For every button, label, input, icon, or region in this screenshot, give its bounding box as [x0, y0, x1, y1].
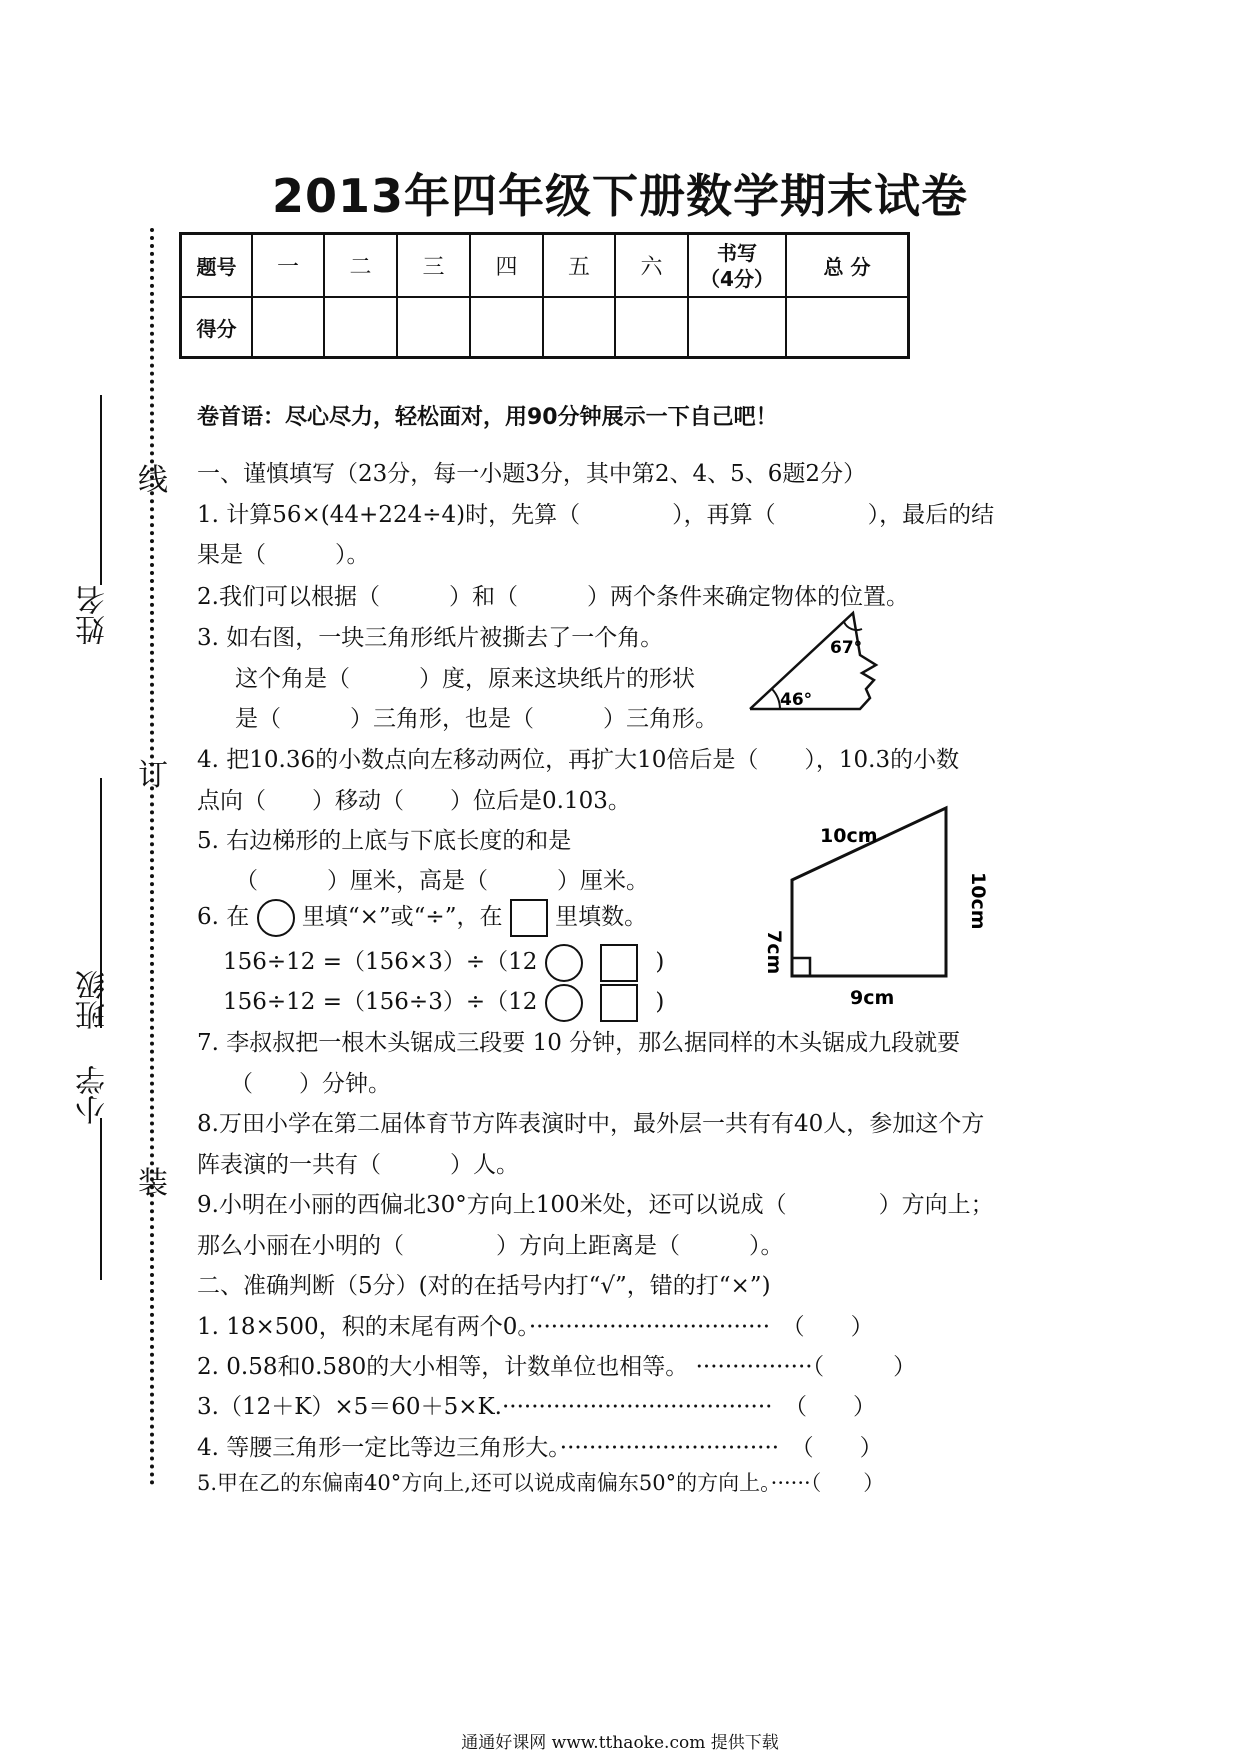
score-cell-total[interactable]: [786, 297, 909, 358]
col-writing-label: 书写: [717, 240, 757, 265]
binding-char-staple: 订: [138, 758, 168, 793]
torn-triangle-figure: [740, 605, 910, 720]
q6-equation1-close: ): [655, 949, 665, 975]
trapezoid-top-label: 10cm: [820, 825, 878, 847]
col-writing: [688, 234, 786, 298]
score-table: [179, 232, 910, 359]
school-underline: [100, 1118, 102, 1280]
q9-line1: 9.小明在小丽的西偏北30°方向上100米处，还可以说成（ ）方向上；: [197, 1192, 994, 1218]
q3-line2: 这个角是（ ）度，原来这块纸片的形状: [235, 666, 695, 692]
score-cell-3[interactable]: [397, 297, 470, 358]
school-label: 小学: [76, 1065, 111, 1125]
q2-line: 2.我们可以根据（ ）和（ ）两个条件来确定物体的位置。: [197, 584, 909, 610]
page-title: 2013年四年级下册数学期末试卷: [271, 169, 969, 223]
score-cell-1[interactable]: [252, 297, 324, 358]
q8-line1: 8.万田小学在第二届体育节方阵表演时中，最外层一共有有40人，参加这个方: [197, 1111, 985, 1137]
trapezoid-bottom-label: 9cm: [850, 987, 895, 1009]
trapezoid-figure: [750, 800, 1010, 1010]
intro-text: 卷首语：尽心尽力，轻松面对，用90分钟展示一下自己吧！: [197, 405, 778, 430]
q8-line2: 阵表演的一共有（ ）人。: [197, 1152, 519, 1178]
angle-67-label: 67°: [830, 638, 863, 658]
q5-line1: 5. 右边梯形的上底与下底长度的和是: [197, 828, 572, 854]
q6-equation2: [223, 983, 664, 1022]
judge-item-2: 2. 0.58和0.580的大小相等，计数单位也相等。 ················（ ）: [197, 1354, 917, 1380]
q7-line2: （ ）分钟。: [230, 1071, 391, 1097]
score-cell-2[interactable]: [324, 297, 397, 358]
score-cell-4[interactable]: [470, 297, 543, 358]
score-cell-writing[interactable]: [688, 297, 786, 358]
q6-equation2-close: ): [655, 989, 665, 1015]
q3-line3: 是（ ）三角形，也是（ ）三角形。: [235, 706, 718, 732]
q6-line1: [197, 898, 647, 937]
q6-equation2-text: 156÷12 =（156÷3）÷（12: [223, 989, 538, 1015]
q4-line2: 点向（ ）移动（ ）位后是0.103。: [197, 788, 631, 814]
judge-item-1: 1. 18×500，积的末尾有两个0。································· （ ）: [197, 1314, 874, 1340]
q6-equation1: [223, 943, 664, 982]
q1-line1: 1. 计算56×(44+224÷4)时，先算（ ），再算（ ），最后的结: [197, 502, 995, 528]
col-total: 总 分: [786, 234, 909, 298]
judge-item-4: 4. 等腰三角形一定比等边三角形大。······························ （ ）: [197, 1435, 883, 1461]
angle-46-label: 46°: [780, 690, 813, 710]
number-square-2[interactable]: [600, 984, 638, 1022]
operator-circle-example: [257, 899, 295, 937]
col-4: 四: [470, 234, 543, 298]
judge-item-3: 3.（12＋K）×5＝60＋5×K.····································· （ ）: [197, 1394, 876, 1420]
q6-prefix: 6. 在: [197, 904, 250, 930]
score-table-header-row: [181, 234, 909, 298]
binding-char-bind: 装: [138, 1166, 168, 1201]
binding-char-line: 线: [138, 463, 168, 498]
q4-line1: 4. 把10.36的小数点向左移动两位，再扩大10倍后是（ ），10.3的小数: [197, 747, 960, 773]
q3-line1: 3. 如右图，一块三角形纸片被撕去了一个角。: [197, 625, 664, 651]
trapezoid-left-label: 7cm: [763, 930, 785, 975]
q6-middle: 里填“×”或“÷”，在: [301, 904, 503, 930]
judge-item-5: 5.甲在乙的东偏南40°方向上,还可以说成南偏东50°的方向上。······（ ）: [197, 1471, 885, 1495]
binding-dotted-line: [150, 228, 154, 1486]
footer-source: 通通好课网 www.tthaoke.com 提供下载: [461, 1733, 779, 1753]
section1-heading: 一、谨慎填写（23分，每一小题3分，其中第2、4、5、6题2分）: [197, 461, 867, 487]
score-table-score-row: [181, 297, 909, 358]
q7-line1: 7. 李叔叔把一根木头锯成三段要 10 分钟，那么据同样的木头锯成九段就要: [197, 1030, 961, 1056]
q6-equation1-text: 156÷12 =（156×3）÷（12: [223, 949, 538, 975]
row-label-score: 得分: [181, 297, 253, 358]
number-square-example: [510, 899, 548, 937]
q1-line2: 果是（ ）。: [197, 542, 370, 568]
col-6: 六: [615, 234, 688, 298]
col-5: 五: [543, 234, 615, 298]
operator-circle-1[interactable]: [545, 944, 583, 982]
class-label: 班级: [76, 970, 111, 1030]
number-square-1[interactable]: [600, 944, 638, 982]
col-3: 三: [397, 234, 470, 298]
col-writing-points: （4分）: [700, 266, 774, 291]
score-cell-5[interactable]: [543, 297, 615, 358]
score-cell-6[interactable]: [615, 297, 688, 358]
trapezoid-right-label: 10cm: [967, 872, 989, 930]
q6-suffix: 里填数。: [555, 904, 648, 930]
name-label: 姓名: [76, 585, 111, 645]
col-2: 二: [324, 234, 397, 298]
operator-circle-2[interactable]: [545, 984, 583, 1022]
col-label-question: 题号: [181, 234, 253, 298]
col-1: 一: [252, 234, 324, 298]
q9-line2: 那么小丽在小明的（ ）方向上距离是（ ）。: [197, 1233, 784, 1259]
q5-line2: （ ）厘米，高是（ ）厘米。: [235, 868, 649, 894]
name-underline: [100, 395, 102, 585]
section2-heading: 二、准确判断（5分）(对的在括号内打“√”，错的打“×”): [197, 1273, 771, 1299]
